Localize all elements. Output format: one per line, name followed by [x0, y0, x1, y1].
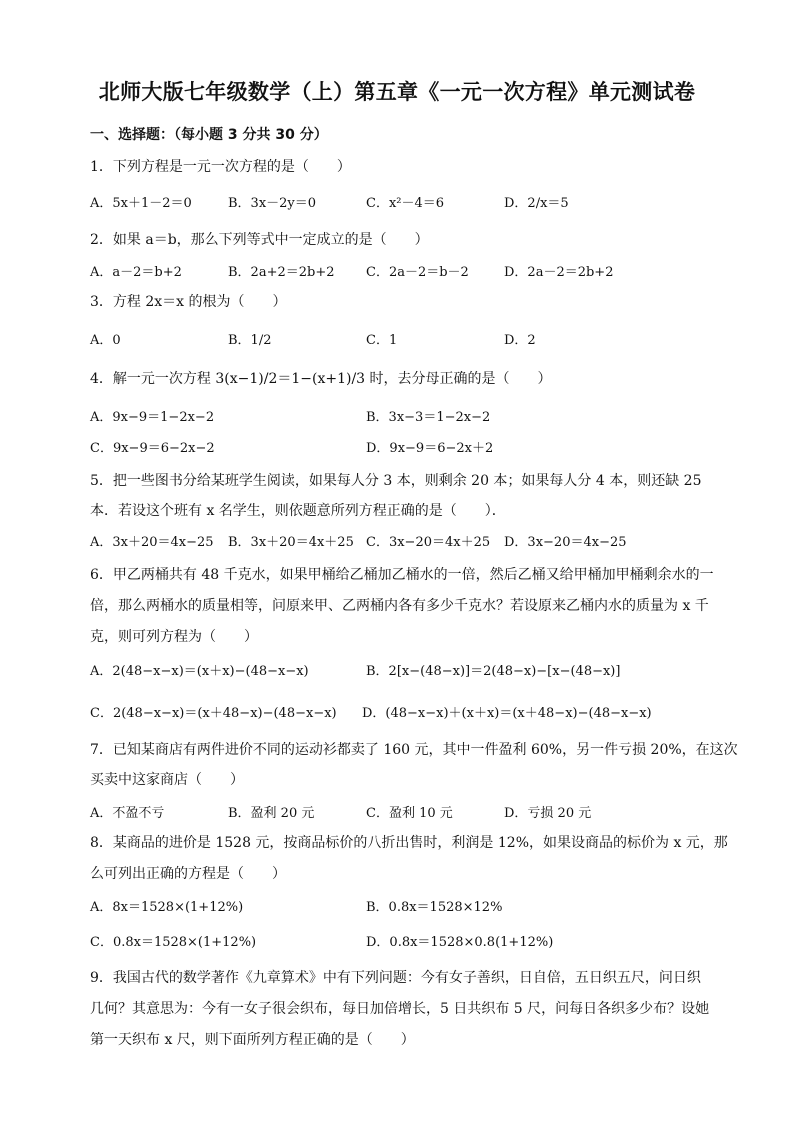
question-8-stem-line-1: 8．某商品的进价是 1528 元，按商品标价的八折出售时，利润是 12%，如果设商品的标价为 x 元，那 [90, 835, 728, 851]
q4-option-b: B．3x−3＝1−2x−2 [366, 410, 491, 425]
q8-option-d: D．0.8x＝1528×0.8(1+12%) [366, 935, 554, 950]
question-2-stem: 2．如果 a＝b，那么下列等式中一定成立的是（ ） [90, 232, 429, 248]
question-9-stem-line-3: 第一天织布 x 尺，则下面所列方程正确的是（ ） [90, 1032, 415, 1048]
question-1-stem: 1．下列方程是一元一次方程的是（ ） [90, 159, 351, 175]
q2-option-b: B．2a+2＝2b+2 [228, 265, 335, 280]
question-5-stem-line-2: 本．若设这个班有 x 名学生，则依题意所列方程正确的是（ ）． [90, 503, 506, 519]
question-8-stem-line-2: 么可列出正确的方程是（ ） [90, 866, 286, 882]
question-3-stem: 3．方程 2x＝x 的根为（ ） [90, 294, 287, 310]
question-7-stem-line-2: 买卖中这家商店（ ） [90, 772, 244, 788]
section-heading: 一、选择题：（每小题 3 分共 30 分） [90, 127, 328, 143]
q7-option-d: D．亏损 20 元 [504, 806, 592, 821]
q2-option-a: A．a－2＝b+2 [90, 265, 182, 280]
q6-option-d: D．(48−x−x)＋(x＋x)＝(x＋48−x)−(48−x−x) [362, 706, 652, 721]
q7-option-c: C．盈利 10 元 [366, 806, 453, 821]
q1-option-b: B．3x－2y＝0 [228, 196, 317, 211]
q3-option-a: A．0 [90, 333, 121, 348]
q8-option-c: C．0.8x＝1528×(1+12%) [90, 935, 257, 950]
question-5-stem-line-1: 5．把一些图书分给某班学生阅读，如果每人分 3 本，则剩余 20 本；如果每人分 4 本，则还缺 25 [90, 473, 702, 489]
question-6-stem-line-2: 倍，那么两桶水的质量相等，问原来甲、乙两桶内各有多少千克水？若设原来乙桶内水的质量为 x 千 [90, 598, 709, 614]
q5-option-b: B．3x＋20＝4x＋25 [228, 535, 354, 550]
q4-option-a: A．9x−9＝1−2x−2 [90, 410, 215, 425]
question-6-stem-line-1: 6．甲乙两桶共有 48 千克水，如果甲桶给乙桶加乙桶水的一倍，然后乙桶又给甲桶加甲桶剩余水的一 [90, 567, 714, 583]
q1-option-a: A．5x＋1－2＝0 [90, 196, 192, 211]
q6-option-c: C．2(48−x−x)＝(x＋48−x)−(48−x−x) [90, 706, 337, 721]
q7-option-a: A．不盈不亏 [90, 806, 165, 821]
question-7-stem-line-1: 7．已知某商店有两件进价不同的运动衫都卖了 160 元，其中一件盈利 60%，另一件亏损 20%，在这次 [90, 742, 738, 758]
q2-option-d: D．2a－2＝2b+2 [504, 265, 614, 280]
q8-option-a: A．8x＝1528×(1+12%) [90, 900, 244, 915]
page-title: 北师大版七年级数学（上）第五章《一元一次方程》单元测试卷 [98, 80, 696, 104]
q3-option-c: C．1 [366, 333, 398, 348]
q6-option-a: A．2(48−x−x)＝(x＋x)−(48−x−x) [90, 664, 309, 679]
q2-option-c: C．2a－2＝b－2 [366, 265, 469, 280]
question-6-stem-line-3: 克，则可列方程为（ ） [90, 629, 258, 645]
q8-option-b: B．0.8x＝1528×12% [366, 900, 503, 915]
q5-option-a: A．3x＋20＝4x−25 [90, 535, 214, 550]
q5-option-d: D．3x−20＝4x−25 [504, 535, 627, 550]
q4-option-c: C．9x−9＝6−2x−2 [90, 441, 215, 456]
q4-option-d: D．9x−9＝6−2x＋2 [366, 441, 494, 456]
question-9-stem-line-2: 几何？其意思为：今有一女子很会织布，每日加倍增长，5 日共织布 5 尺，问每日各织多少布？设她 [90, 1001, 710, 1017]
q6-option-b: B．2[x−(48−x)]＝2(48−x)−[x−(48−x)] [366, 664, 621, 679]
q1-option-c: C．x²－4＝6 [366, 196, 445, 211]
q5-option-c: C．3x−20＝4x＋25 [366, 535, 491, 550]
question-4-stem: 4．解一元一次方程 3(x−1)/2＝1−(x+1)/3 时，去分母正确的是（ ） [90, 371, 552, 387]
q7-option-b: B．盈利 20 元 [228, 806, 315, 821]
q3-option-b: B．1/2 [228, 333, 272, 348]
q3-option-d: D．2 [504, 333, 536, 348]
q1-option-d: D．2/x＝5 [504, 196, 569, 211]
question-9-stem-line-1: 9．我国古代的数学著作《九章算术》中有下列问题：今有女子善织，日自倍，五日织五尺，问日织 [90, 970, 701, 986]
